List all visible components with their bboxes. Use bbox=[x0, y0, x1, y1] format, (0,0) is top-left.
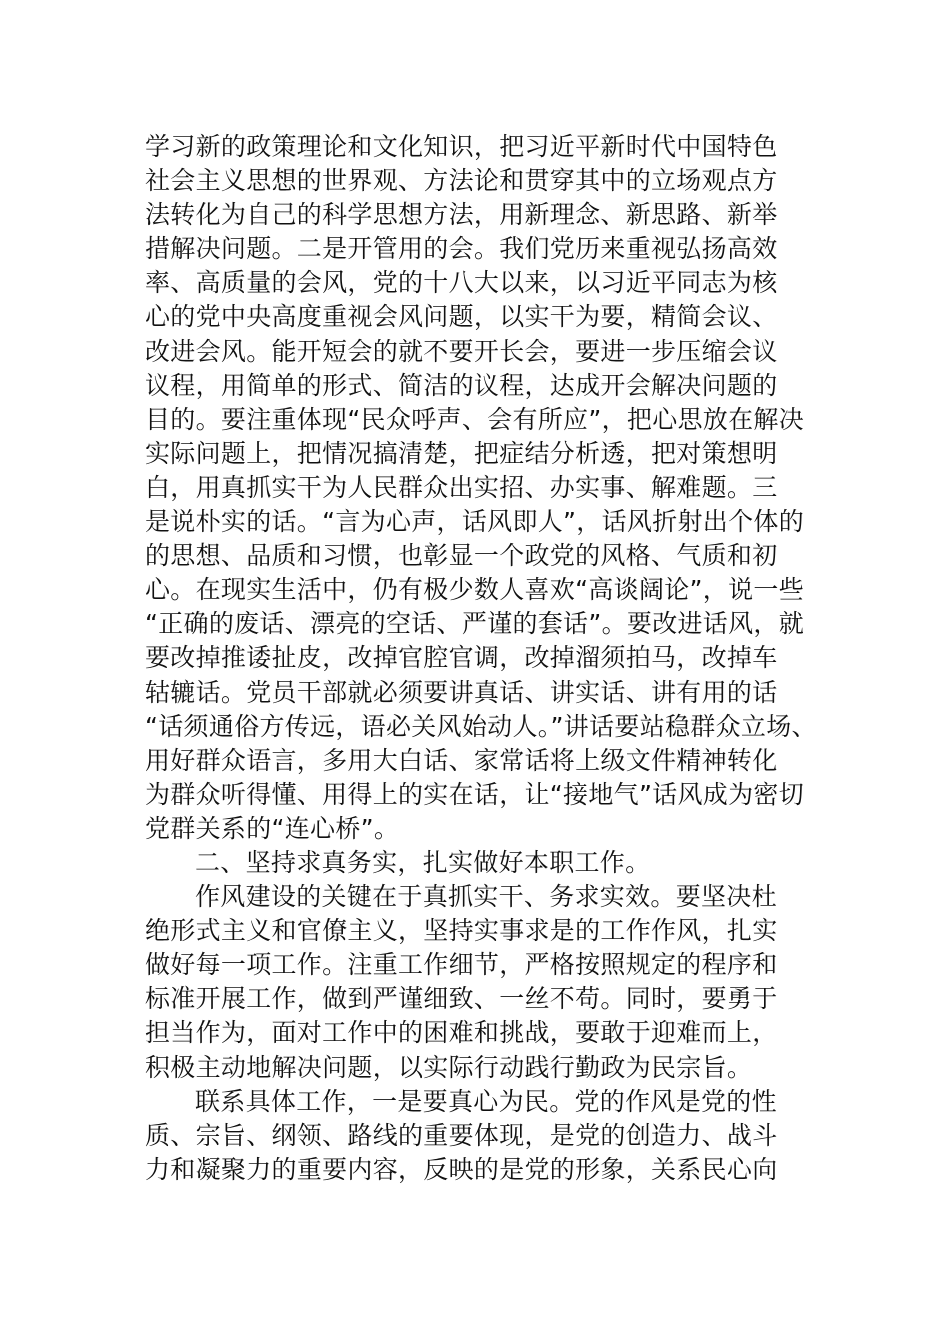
text-line: 做好每一项工作。注重工作细节，严格按照规定的程序和 bbox=[145, 950, 778, 980]
text-line: 党群关系的“连心桥”。 bbox=[145, 813, 400, 843]
text-line: 是说朴实的话。“言为心声，话风即人”，话风折射出个体的 bbox=[145, 507, 805, 537]
text-line: 措解决问题。二是开管用的会。我们党历来重视弘扬高效 bbox=[145, 234, 778, 264]
text-line: 积极主动地解决问题，以实际行动践行勤政为民宗旨。 bbox=[145, 1052, 753, 1082]
text-line: 用好群众语言，多用大白话、家常话将上级文件精神转化 bbox=[145, 745, 778, 775]
text-line: 联系具体工作，一是要真心为民。党的作风是党的性 bbox=[195, 1086, 777, 1116]
text-line: 要改掉推诿扯皮，改掉官腔官调，改掉溜须拍马，改掉车 bbox=[145, 643, 778, 673]
text-line: 学习新的政策理论和文化知识，把习近平新时代中国特色 bbox=[145, 132, 778, 161]
text-line: 力和凝聚力的重要内容，反映的是党的形象，关系民心向 bbox=[145, 1154, 778, 1184]
text-line: 改进会风。能开短会的就不要开长会，要进一步压缩会议 bbox=[145, 336, 778, 366]
text-line: “话须通俗方传远，语必关风始动人。”讲话要站稳群众立场、 bbox=[145, 711, 817, 741]
text-line: 法转化为自己的科学思想方法，用新理念、新思路、新举 bbox=[145, 200, 778, 230]
text-line: 社会主义思想的世界观、方法论和贯穿其中的立场观点方 bbox=[145, 166, 778, 196]
text-line: 担当作为，面对工作中的困难和挑战，要敢于迎难而上， bbox=[145, 1018, 778, 1048]
text-line: 标准开展工作，做到严谨细致、一丝不苟。同时，要勇于 bbox=[145, 984, 778, 1014]
text-line: 质、宗旨、纲领、路线的重要体现，是党的创造力、战斗 bbox=[145, 1120, 778, 1150]
text-line: 为群众听得懂、用得上的实在话，让“接地气”话风成为密切 bbox=[145, 779, 805, 809]
text-line: 心。在现实生活中，仍有极少数人喜欢“高谈阔论”，说一些 bbox=[145, 575, 805, 605]
text-line: 实际问题上，把情况搞清楚，把症结分析透，把对策想明 bbox=[145, 438, 778, 468]
text-line: “正确的废话、漂亮的空话、严谨的套话”。要改进话风，就 bbox=[145, 609, 805, 639]
text-line: 白，用真抓实干为人民群众出实招、办实事、解难题。三 bbox=[145, 472, 778, 502]
text-line: 作风建设的关键在于真抓实干、务求实效。要坚决杜 bbox=[195, 882, 777, 912]
text-line: 的思想、品质和习惯，也彰显一个政党的风格、气质和初 bbox=[145, 541, 778, 571]
section-heading: 二、坚持求真务实，扎实做好本职工作。 bbox=[195, 847, 651, 877]
text-line: 轱辘话。党员干部就必须要讲真话、讲实话、讲有用的话 bbox=[145, 677, 778, 707]
text-line: 绝形式主义和官僚主义，坚持实事求是的工作作风，扎实 bbox=[145, 916, 778, 946]
text-line: 议程，用简单的形式、简洁的议程，达成开会解决问题的 bbox=[145, 370, 778, 400]
text-line: 目的。要注重体现“民众呼声、会有所应”，把心思放在解决 bbox=[145, 404, 805, 434]
text-line: 心的党中央高度重视会风问题，以实干为要，精简会议、 bbox=[145, 302, 778, 332]
text-line: 率、高质量的会风，党的十八大以来，以习近平同志为核 bbox=[145, 268, 778, 298]
body-text bbox=[145, 130, 815, 1187]
